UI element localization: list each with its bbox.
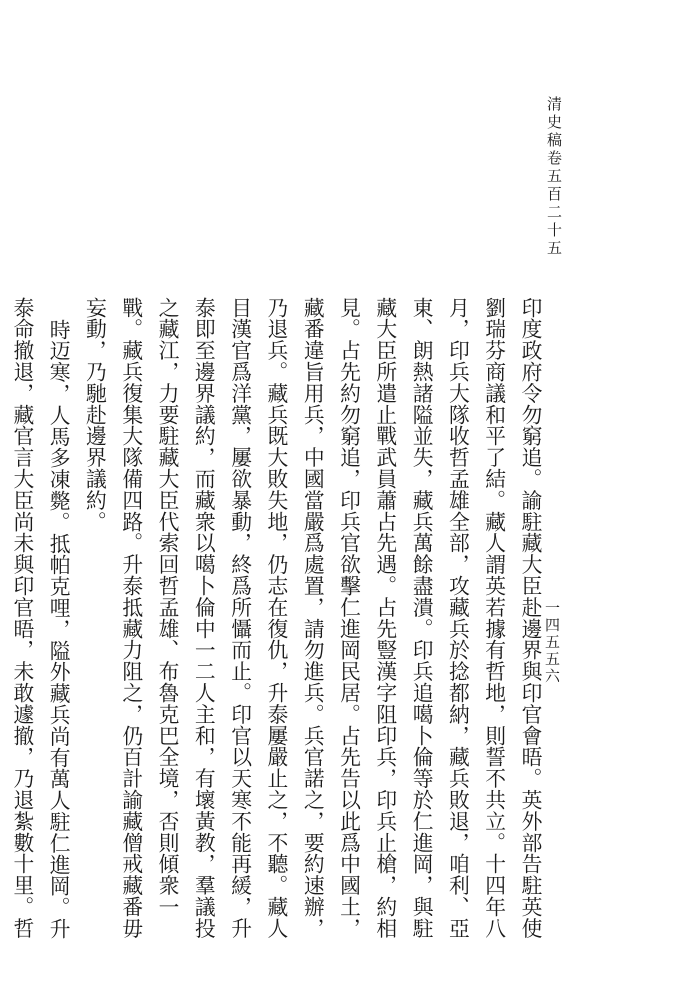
page-number: 一四五五六 <box>543 600 561 685</box>
paragraph: 時迈寒，人馬多凍斃。抵帕克哩，隘外藏兵尚有萬人駐仁進岡。升泰命撤退，藏官言大臣尚未與印官晤，未敢遽撤，乃退紮數十里。哲 <box>9 297 71 940</box>
body-text <box>9 297 548 947</box>
running-head: 清史稿卷五百二十五 <box>545 96 563 258</box>
paragraph: 印度政府令勿窮追。諭駐藏大臣赴邊界與印官會晤。英外部告駐英使劉瑞芬商議和平了結。藏人謂英若據有哲地，則誓不共立。十四年八月，印兵大隊收哲孟雄全部，攻藏兵於捻都納，藏兵敗退，咱利、亞東、朗熱諸隘並失，藏兵萬餘盡潰。印兵追噶卜倫等於仁進岡，與駐藏大臣所遣止戰武員蕭占先遇。占先豎漢字阻印兵，印兵止槍，約相見。占先約勿窮追，印兵官欲擊仁進岡民居。占先告以此爲中國土，藏番違旨用兵，中國當嚴爲處置，請勿進兵。兵官諾之，要約速辦，乃退兵。藏兵既大敗失地，仍志在復仇，升泰屢嚴止之，不聽。藏人目漢官爲洋黨，屢欲暴動，終爲所懾而止。印官以天寒不能再緩，升泰即至邊界議約，而藏衆以噶卜倫中一二人主和，有壞黃教，羣議投之藏江，力要駐藏大臣代索回哲孟雄、布魯克巴全境，否則傾衆一戰。藏兵復集大隊備四路。升泰抵藏力阻之，仍百計諭藏僧戒藏番毋妄動，乃馳赴邊界議約。 <box>82 297 542 939</box>
